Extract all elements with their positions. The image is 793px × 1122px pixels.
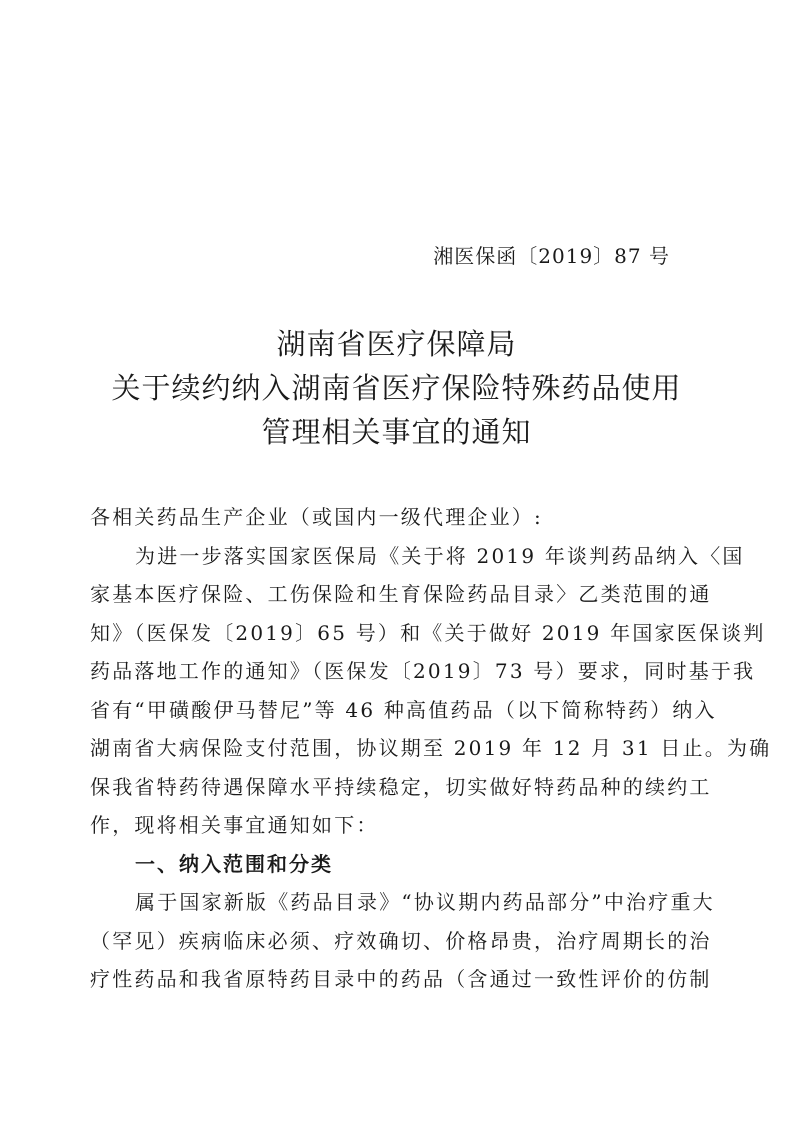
paragraph-line: 药品落地工作的通知》（医保发〔2019〕73 号）要求，同时基于我 — [90, 659, 756, 683]
document-title — [0, 322, 793, 454]
paragraph-line: 知》（医保发〔2019〕65 号）和《关于做好 2019 年国家医保谈判 — [90, 620, 766, 645]
paragraph-line: 省有“甲磺酸伊马替尼”等 46 种高值药品（以下简称特药）纳入 — [90, 697, 717, 722]
paragraph-line: 作，现将相关事宜通知如下： — [90, 813, 379, 837]
paragraph-line: 保我省特药待遇保障水平持续稳定，切实做好特药品种的续约工 — [90, 774, 712, 799]
title-line: 管理相关事宜的通知 — [261, 415, 532, 449]
paragraph-line: 湖南省大病保险支付范围，协议期至 2019 年 12 月 31 日止。为确 — [90, 736, 772, 760]
title-line: 湖南省医疗保障局 — [276, 327, 517, 361]
section-heading: 一、纳入范围和分类 — [135, 851, 333, 876]
document-body — [90, 498, 772, 999]
paragraph-line: （罕见）疾病临床必须、疗效确切、价格昂贵，治疗周期长的治 — [90, 928, 712, 953]
addressee: 各相关药品生产企业（或国内一级代理企业）: — [90, 505, 543, 529]
title-line: 关于续约纳入湖南省医疗保险特殊药品使用 — [111, 371, 682, 405]
paragraph-line: 家基本医疗保险、工伤保险和生育保险药品目录〉乙类范围的通 — [90, 582, 712, 606]
paragraph-line: 为进一步落实国家医保局《关于将 2019 年谈判药品纳入〈国 — [135, 543, 745, 568]
document-number: 湘医保函〔2019〕87 号 — [433, 244, 670, 268]
paragraph-line: 疗性药品和我省原特药目录中的药品（含通过一致性评价的仿制 — [90, 967, 712, 991]
paragraph-line: 属于国家新版《药品目录》“协议期内药品部分”中治疗重大 — [135, 890, 715, 914]
